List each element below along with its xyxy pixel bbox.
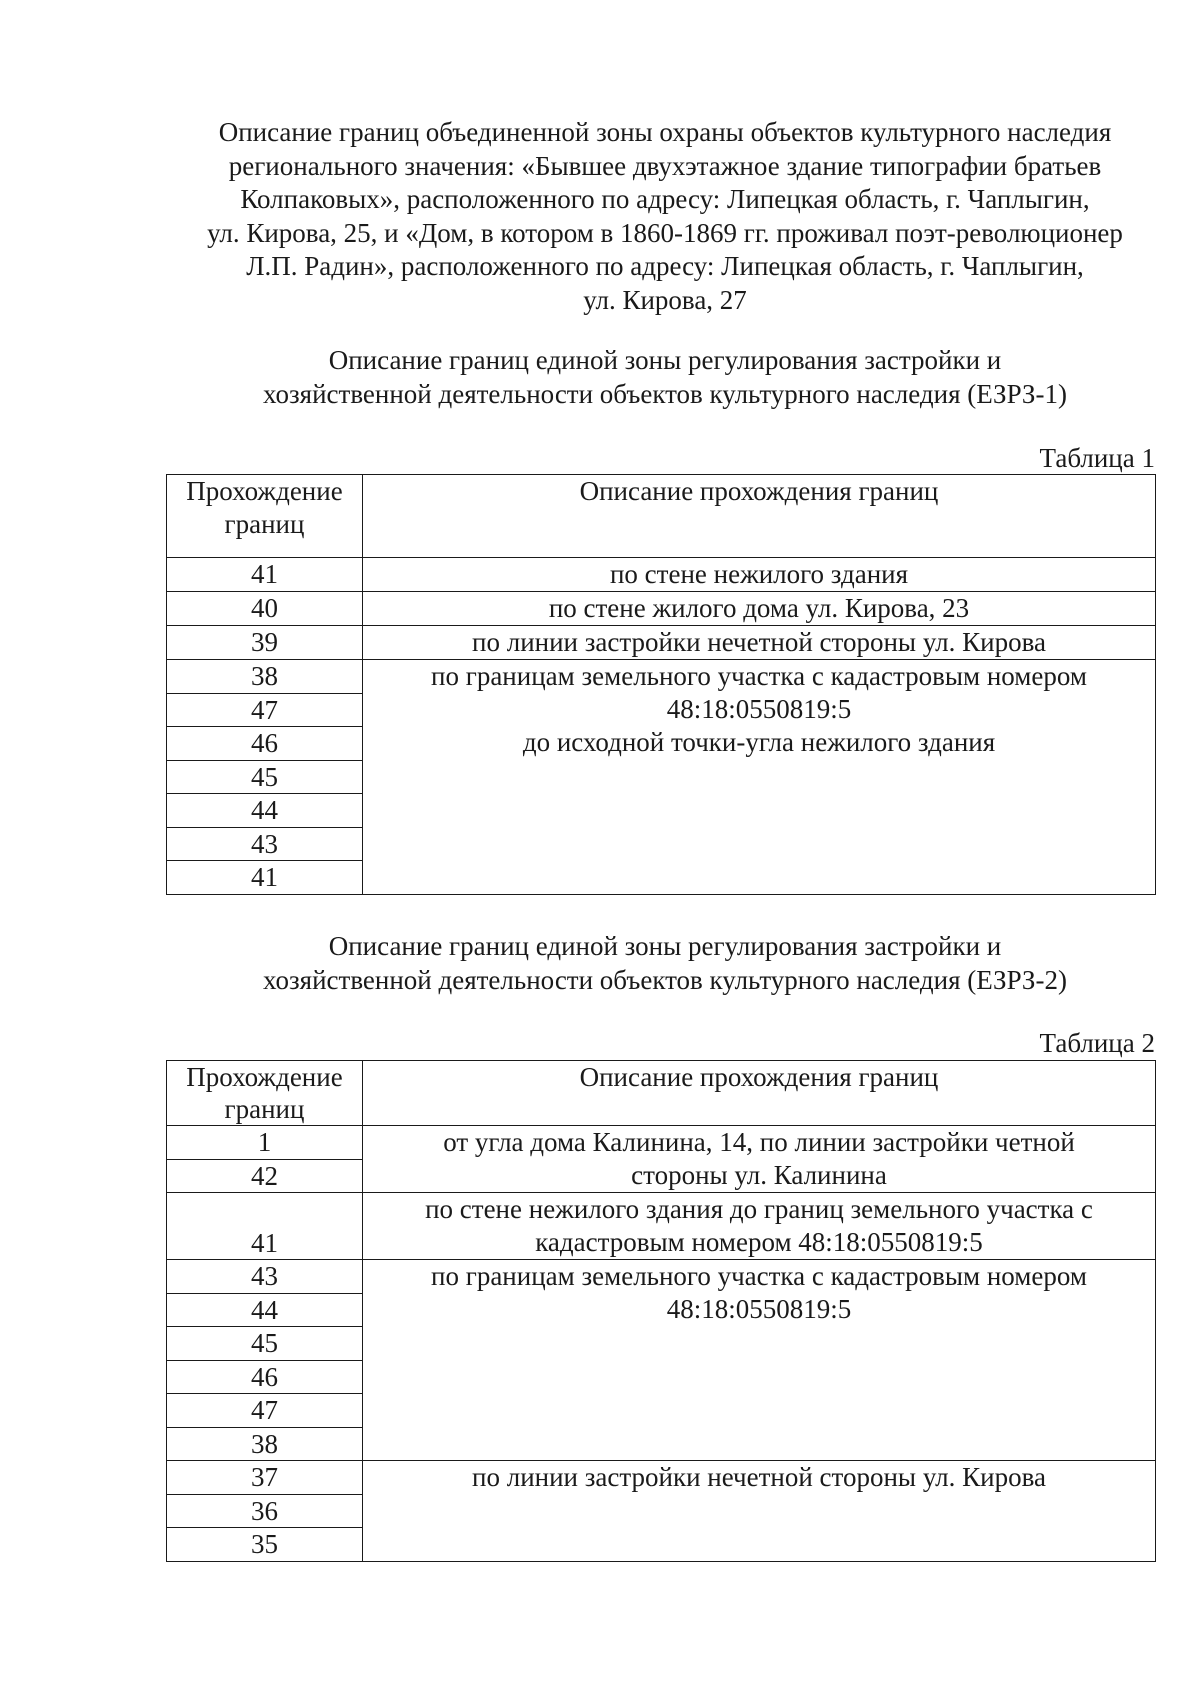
table-row xyxy=(167,1193,1156,1260)
table-row xyxy=(167,626,1156,660)
description-line: по границам земельного участка с кадастровым номером xyxy=(431,1261,1087,1291)
header-line: границ xyxy=(224,1094,305,1124)
title-line: Колпаковых», расположенного по адресу: Липецкая область, г. Чаплыгин, xyxy=(240,184,1090,214)
title-line: ул. Кирова, 27 xyxy=(583,284,747,315)
description-line: кадастровым номером 48:18:0550819:5 xyxy=(535,1227,983,1257)
point-cell: 46 xyxy=(167,1360,363,1394)
description-line: 48:18:0550819:5 xyxy=(666,694,852,724)
description-cell: по стене жилого дома ул. Кирова, 23 xyxy=(363,592,1156,626)
merged-description-cell xyxy=(363,660,1156,895)
description-line: 48:18:0550819:5 xyxy=(666,1294,852,1324)
section1-title xyxy=(120,344,1200,411)
table-row xyxy=(167,660,1156,694)
point-cell: 41 xyxy=(167,558,363,592)
table1 xyxy=(166,474,1156,895)
merged-description-cell xyxy=(363,1260,1156,1461)
point-cell: 47 xyxy=(167,1394,363,1428)
section2-title xyxy=(120,930,1200,997)
header-line: Прохождение xyxy=(186,1062,343,1092)
description-cell: по линии застройки нечетной стороны ул. Кирова xyxy=(363,626,1156,660)
table-row xyxy=(167,1260,1156,1294)
header-description: Описание прохождения границ xyxy=(363,475,1156,558)
title-line: регионального значения: «Бывшее двухэтажное здание типографии братьев xyxy=(228,150,1102,181)
point-cell: 47 xyxy=(167,693,363,727)
description-cell xyxy=(363,1193,1156,1260)
point-cell: 41 xyxy=(167,1193,363,1260)
point-cell: 43 xyxy=(167,827,363,861)
point-cell: 44 xyxy=(167,1293,363,1327)
table-row xyxy=(167,558,1156,592)
section-title-line: хозяйственной деятельности объектов культурного наследия (ЕЗРЗ-1) xyxy=(263,378,1067,409)
point-cell: 45 xyxy=(167,760,363,794)
point-cell: 1 xyxy=(167,1126,363,1160)
header-points xyxy=(167,1061,363,1126)
point-cell: 38 xyxy=(167,660,363,694)
header-points xyxy=(167,475,363,558)
section-title-line: хозяйственной деятельности объектов культурного наследия (ЕЗРЗ-2) xyxy=(263,964,1067,995)
description-line: до исходной точки-угла нежилого здания xyxy=(522,727,996,757)
table-row xyxy=(167,1461,1156,1495)
header-line: границ xyxy=(224,509,305,539)
point-cell: 46 xyxy=(167,727,363,761)
table-header-row xyxy=(167,475,1156,558)
table-row xyxy=(167,592,1156,626)
table1-caption: Таблица 1 xyxy=(1039,443,1155,473)
header-description: Описание прохождения границ xyxy=(363,1061,1156,1126)
table-row xyxy=(167,1126,1156,1160)
merged-description-cell: по линии застройки нечетной стороны ул. Кирова xyxy=(363,1461,1156,1562)
point-cell: 44 xyxy=(167,794,363,828)
description-cell xyxy=(363,1126,1156,1193)
title-line: ул. Кирова, 25, и «Дом, в котором в 1860-1869 гг. проживал поэт-революционер xyxy=(207,217,1123,248)
point-cell: 37 xyxy=(167,1461,363,1495)
point-cell: 40 xyxy=(167,592,363,626)
point-cell: 41 xyxy=(167,861,363,895)
description-line: по границам земельного участка с кадастровым номером xyxy=(431,661,1087,691)
point-cell: 36 xyxy=(167,1494,363,1528)
header-line: Прохождение xyxy=(186,476,343,506)
section-title-line: Описание границ единой зоны регулирования застройки и xyxy=(328,931,1002,961)
table-header-row xyxy=(167,1061,1156,1126)
section-title-line: Описание границ единой зоны регулирования застройки и xyxy=(328,345,1002,375)
description-line: от угла дома Калинина, 14, по линии застройки четной xyxy=(443,1127,1075,1157)
description-cell: по стене нежилого здания xyxy=(363,558,1156,592)
title-line: Л.П. Радин», расположенного по адресу: Липецкая область, г. Чаплыгин, xyxy=(246,251,1084,281)
point-cell: 39 xyxy=(167,626,363,660)
point-cell: 35 xyxy=(167,1528,363,1562)
point-cell: 45 xyxy=(167,1327,363,1361)
description-line: по стене нежилого здания до границ земельного участка с xyxy=(425,1194,1093,1224)
point-cell: 38 xyxy=(167,1427,363,1461)
table2 xyxy=(166,1060,1156,1562)
table2-caption: Таблица 2 xyxy=(1039,1028,1155,1058)
point-cell: 42 xyxy=(167,1159,363,1193)
document-title xyxy=(120,116,1200,317)
description-line: стороны ул. Калинина xyxy=(631,1160,887,1190)
title-line: Описание границ объединенной зоны охраны объектов культурного наследия xyxy=(218,117,1112,147)
point-cell: 43 xyxy=(167,1260,363,1294)
